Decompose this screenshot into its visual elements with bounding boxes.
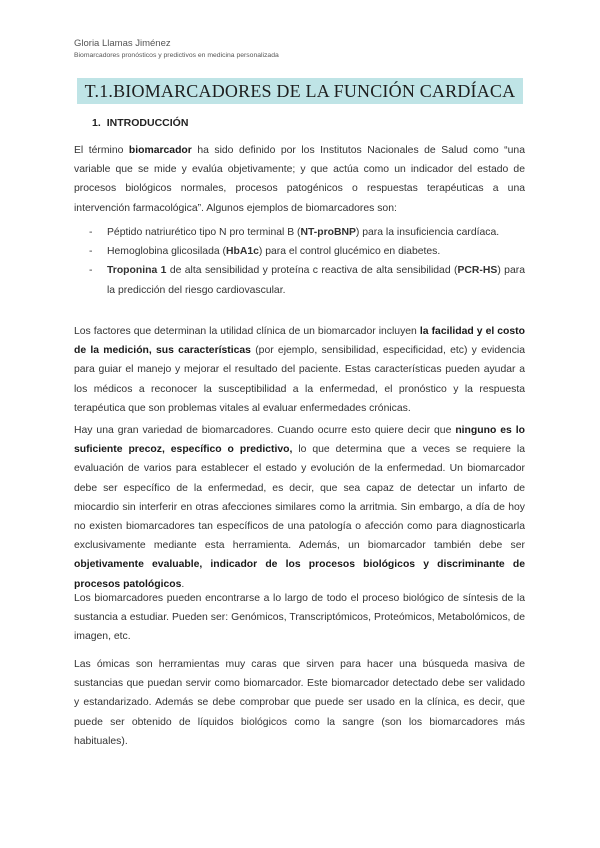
bullet-text: ) para la insuficiencia cardíaca. (355, 227, 500, 238)
bullet-text: ) para la predicción del riesgo cardiovascular. (107, 265, 525, 296)
biomarker-examples-list (74, 223, 525, 300)
list-item (74, 261, 525, 299)
p3-bold-2: objetivamente evaluable, indicador de los procesos biológicos y discriminante de procesos patológicos (74, 559, 525, 590)
p3-text-2: lo que determina que a veces se requiere la evaluación de varios para establecer el estado y evolución de la enfermedad. Un biomarcador debe ser específico de la enfermedad, es decir, que sea capaz de detectar un infarto de miocardio sin interferir en otras afecciones similares como la arritmia. Sin embargo, a día de hoy no existen biomarcadores tan específicos de una patología o afección como para diagnosticarla exclusivamente mediante esta herramienta. Además, un biomarcador también debe ser (74, 444, 525, 552)
p1-text-2: ha sido definido por los Institutos Nacionales de Salud como “una variable que se mide y evalúa objetivamente; y que actúa como un indicador del estado de procesos biológicos normales, procesos patogénicos o respuestas terapéuticas a una intervención farmacológica”. Algunos ejemplos de biomarcadores son: (74, 145, 525, 214)
section-number: 1. (92, 117, 101, 129)
page-title: T.1.BIOMARCADORES DE LA FUNCIÓN CARDÍACA (77, 78, 524, 104)
header-subtitle: Biomarcadores pronósticos y predictivos en medicina personalizada (74, 52, 279, 59)
p2-text-2: (por ejemplo, sensibilidad, especificidad, etc) y evidencia para guiar el manejo y mejorar el resultado del paciente. Estas características pueden ayudar a los médicos a reconocer la susceptibilidad a la enfermedad, el pronóstico y la respuesta terapéutica que son problemas vitales al evaluar enfermedades crónicas. (74, 345, 525, 414)
bullet-text: Hemoglobina glicosilada ( (107, 246, 226, 258)
bullet-bold: Troponina 1 (107, 265, 167, 277)
section-heading (92, 117, 188, 129)
paragraph-definition (74, 141, 525, 218)
section-heading-text: INTRODUCCIÓN (106, 117, 189, 129)
p1-text-1: El término (74, 145, 129, 156)
p3-text-3: . (181, 578, 185, 590)
paragraph-clinical-utility (74, 322, 525, 418)
bullet-bold: HbA1c (225, 246, 259, 258)
bullet-text: ) para el control glucémico en diabetes. (258, 246, 441, 258)
bullet-dash: - (89, 265, 93, 277)
title-wrap (0, 78, 600, 104)
bullet-dash: - (89, 227, 93, 238)
p2-bold-1: la facilidad y el costo de la medición, sus características (74, 326, 525, 357)
bullet-bold: NT-proBNP (300, 227, 356, 238)
p3-text-1: Hay una gran variedad de biomarcadores. Cuando ocurre esto quiere decir que (74, 425, 456, 436)
list-item (74, 223, 525, 242)
paragraph-variety (74, 421, 525, 594)
p3-bold-1: ninguno es lo suficiente precoz, específico o predictivo, (74, 425, 525, 456)
p1-bold-1: biomarcador (128, 145, 192, 156)
p2-text-1: Los factores que determinan la utilidad clínica de un biomarcador incluyen (74, 326, 420, 337)
bullet-text: Péptido natriurético tipo N pro terminal B ( (107, 227, 301, 238)
bullet-bold: PCR-HS (457, 265, 498, 277)
bullet-text: de alta sensibilidad y proteína c reactiva de alta sensibilidad ( (166, 265, 458, 277)
paragraph-omics: Las ómicas son herramientas muy caras que sirven para hacer una búsqueda masiva de sustancias que puedan servir como biomarcador. Este biomarcador detectado debe ser validado y estandarizado. Además se debe comprobar que puede ser usado en la clínica, es decir, que puede ser obtenido de líquidos biológicos como la sangre (son los biomarcadores más habituales). (74, 659, 525, 747)
header-author: Gloria Llamas Jiménez (74, 38, 171, 49)
list-item (74, 242, 525, 261)
paragraph-types: Los biomarcadores pueden encontrarse a lo largo de todo el proceso biológico de síntesis de la sustancia a estudiar. Pueden ser: Genómicos, Transcriptómicos, Proteómicos, Metabolómicos, de imagen, etc. (74, 593, 525, 643)
bullet-dash: - (89, 246, 93, 258)
